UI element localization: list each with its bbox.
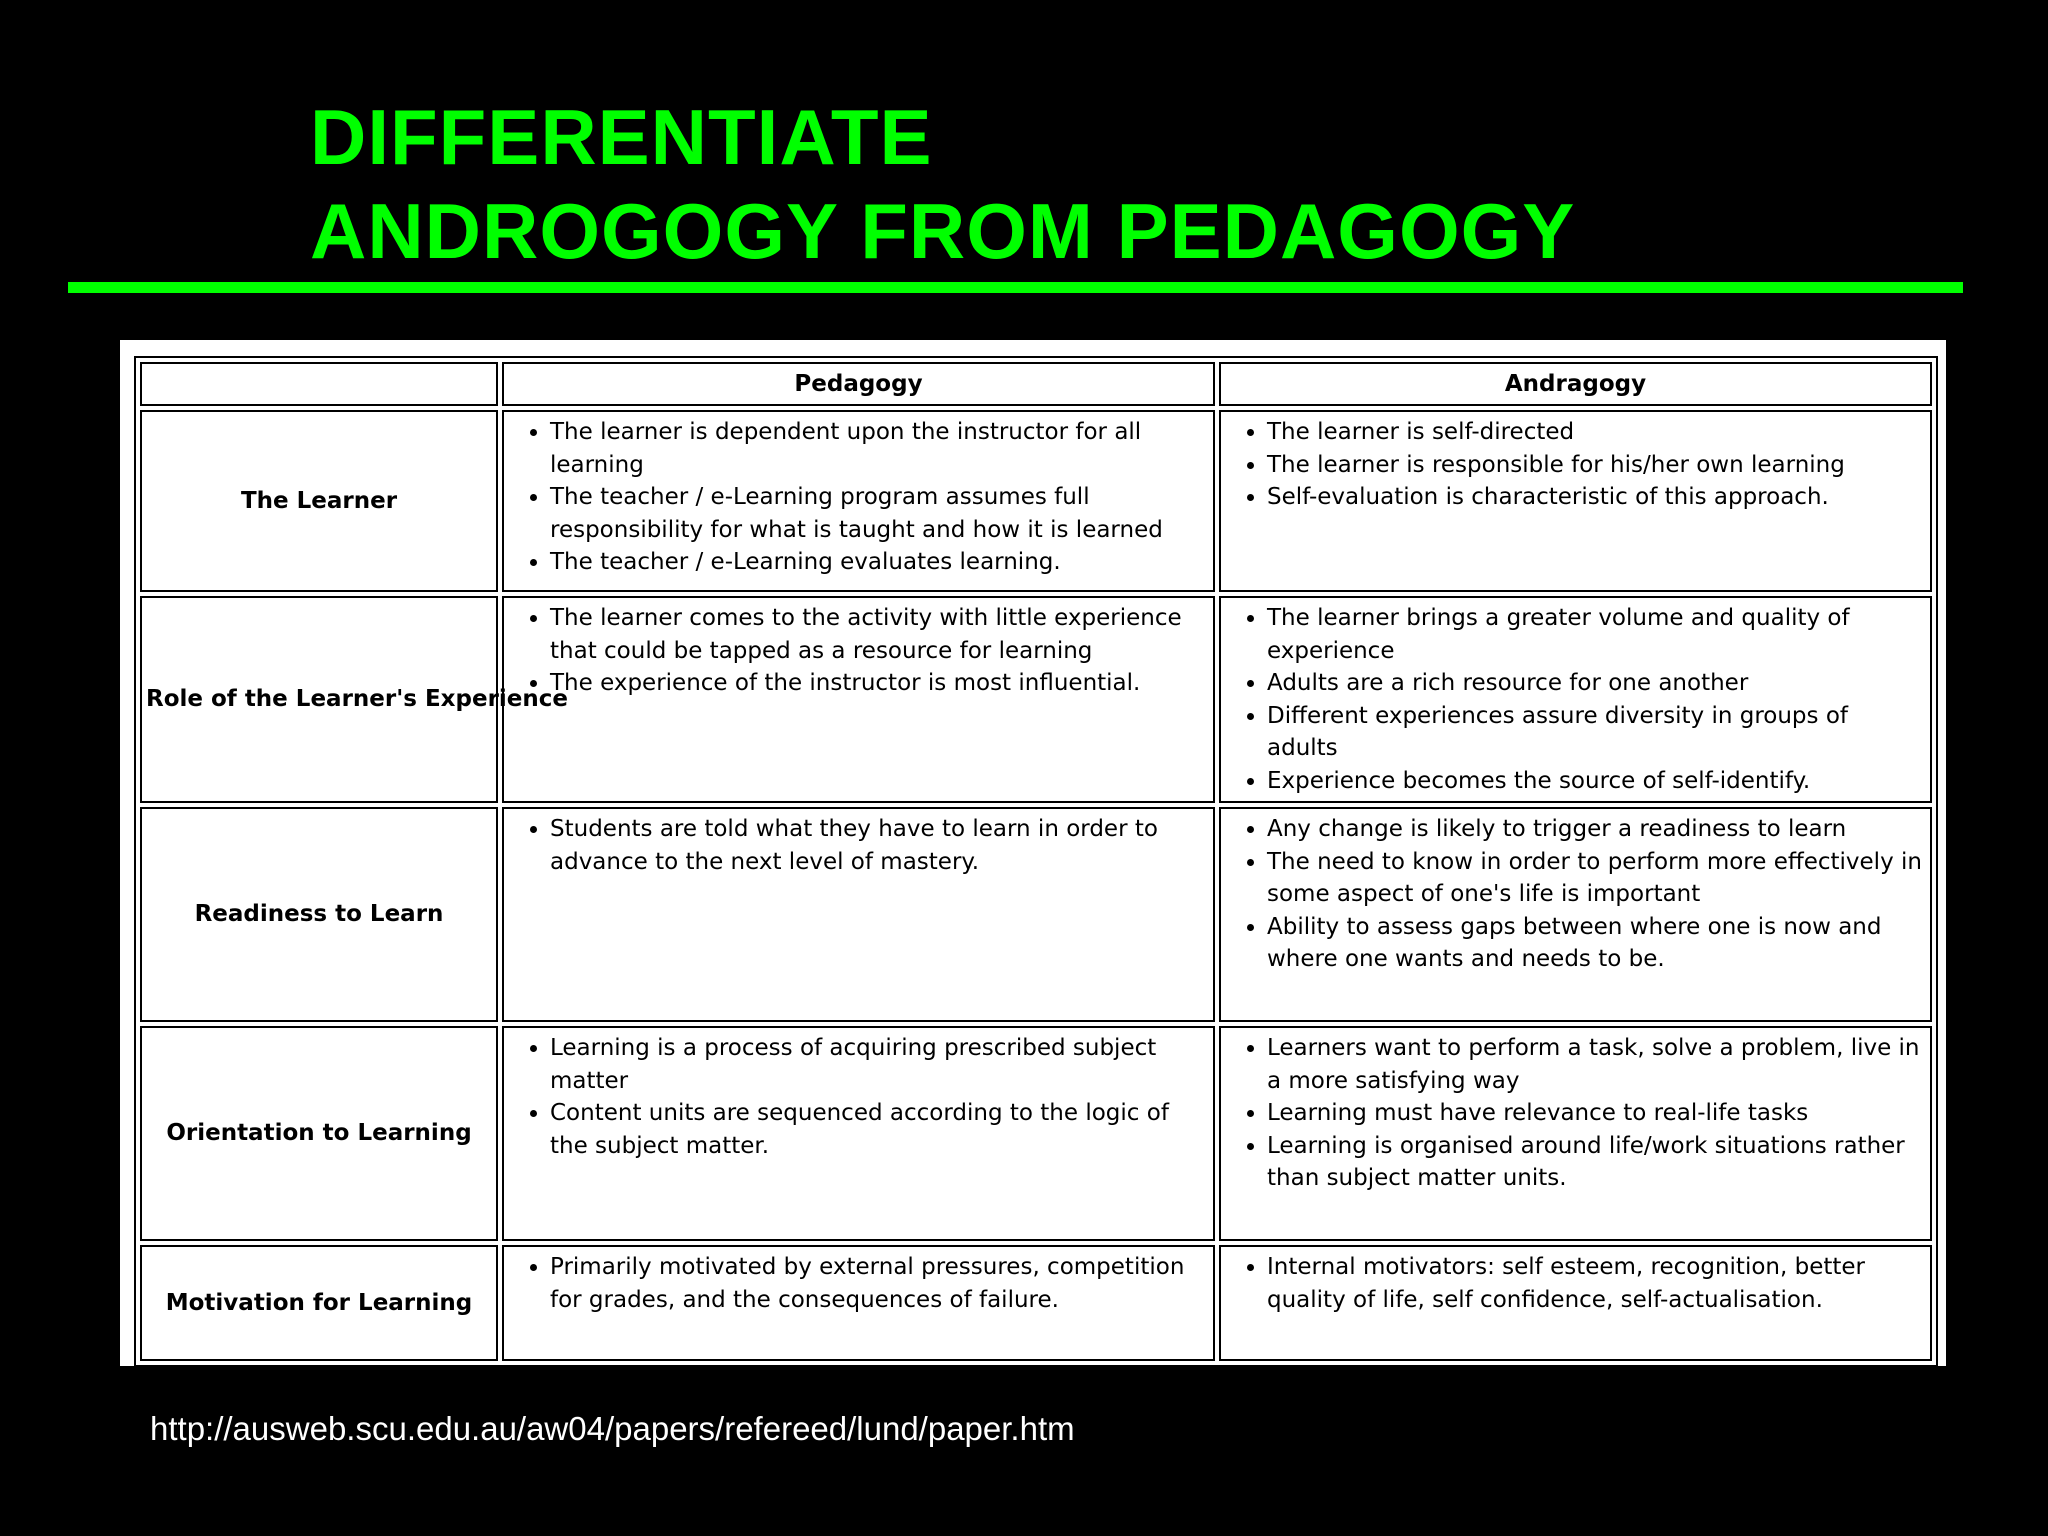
list-item: • Self-evaluation is characteristic of this approach. [1267,481,1922,514]
pedagogy-cell [502,410,1215,592]
table-row [140,1245,1932,1361]
andragogy-cell [1219,1026,1932,1241]
row-label-orientation-to-learning: Orientation to Learning [140,1026,498,1241]
list-item: • Content units are sequenced according to the logic of the subject matter. [550,1097,1205,1162]
header-corner-cell [140,362,498,406]
list-item: • Internal motivators: self esteem, recognition, better quality of life, self confidence, self-actualisation. [1267,1251,1922,1316]
table-row [140,1026,1932,1241]
pedagogy-cell [502,596,1215,803]
bullet-list [1229,416,1922,514]
list-item: • Any change is likely to trigger a readiness to learn [1267,813,1922,846]
row-label-motivation-for-learning: Motivation for Learning [140,1245,498,1361]
list-item: • The learner comes to the activity with little experience that could be tapped as a resource for learning [550,602,1205,667]
andragogy-cell [1219,596,1932,803]
row-label-the-learner: The Learner [140,410,498,592]
list-item: • The need to know in order to perform more effectively in some aspect of one's life is important [1267,846,1922,911]
bullet-list [512,602,1205,700]
list-item: • Primarily motivated by external pressures, competition for grades, and the consequences of failure. [550,1251,1205,1316]
table-header-row [140,362,1932,406]
bullet-list [1229,1251,1922,1316]
list-item: • The experience of the instructor is most influential. [550,667,1205,700]
list-item: • The teacher / e-Learning program assumes full responsibility for what is taught and how it is learned [550,481,1205,546]
list-item: • The learner brings a greater volume and quality of experience [1267,602,1922,667]
table-row [140,410,1932,592]
list-item: • Different experiences assure diversity in groups of adults [1267,700,1922,765]
bullet-list [512,813,1205,878]
list-item: • Learners want to perform a task, solve a problem, live in a more satisfying way [1267,1032,1922,1097]
list-item: • The learner is self-directed [1267,416,1922,449]
andragogy-cell [1219,410,1932,592]
andragogy-cell [1219,807,1932,1022]
list-item: • Adults are a rich resource for one another [1267,667,1922,700]
list-item: • Learning is a process of acquiring prescribed subject matter [550,1032,1205,1097]
source-url: http://ausweb.scu.edu.au/aw04/papers/refereed/lund/paper.htm [150,1410,1075,1447]
table-row [140,807,1932,1022]
pedagogy-cell [502,1026,1215,1241]
bullet-list [512,416,1205,579]
header-andragogy: Andragogy [1219,362,1932,406]
slide-title-line-2: ANDROGOGY FROM PEDAGOGY [310,187,1576,275]
bullet-list [512,1251,1205,1316]
slide-title-line-1: DIFFERENTIATE [310,93,933,181]
title-underline-rule [68,282,1963,293]
row-label-role-of-experience: Role of the Learner's Experience [140,596,498,803]
table-row [140,596,1932,803]
list-item: • Experience becomes the source of self-identify. [1267,765,1922,798]
bullet-list [1229,813,1922,976]
row-label-readiness-to-learn: Readiness to Learn [140,807,498,1022]
header-pedagogy: Pedagogy [502,362,1215,406]
pedagogy-cell [502,807,1215,1022]
andragogy-cell [1219,1245,1932,1361]
list-item: • Students are told what they have to learn in order to advance to the next level of mastery. [550,813,1205,878]
comparison-table-panel [120,340,1946,1366]
pedagogy-cell [502,1245,1215,1361]
bullet-list [1229,602,1922,797]
slide-title [310,90,1575,278]
list-item: • Learning must have relevance to real-life tasks [1267,1097,1922,1130]
list-item: • Learning is organised around life/work situations rather than subject matter units. [1267,1130,1922,1195]
list-item: • The learner is dependent upon the instructor for all learning [550,416,1205,481]
bullet-list [1229,1032,1922,1195]
list-item: • Ability to assess gaps between where one is now and where one wants and needs to be. [1267,911,1922,976]
list-item: • The teacher / e-Learning evaluates learning. [550,546,1205,579]
comparison-table [134,356,1938,1367]
bullet-list [512,1032,1205,1162]
list-item: • The learner is responsible for his/her own learning [1267,449,1922,482]
